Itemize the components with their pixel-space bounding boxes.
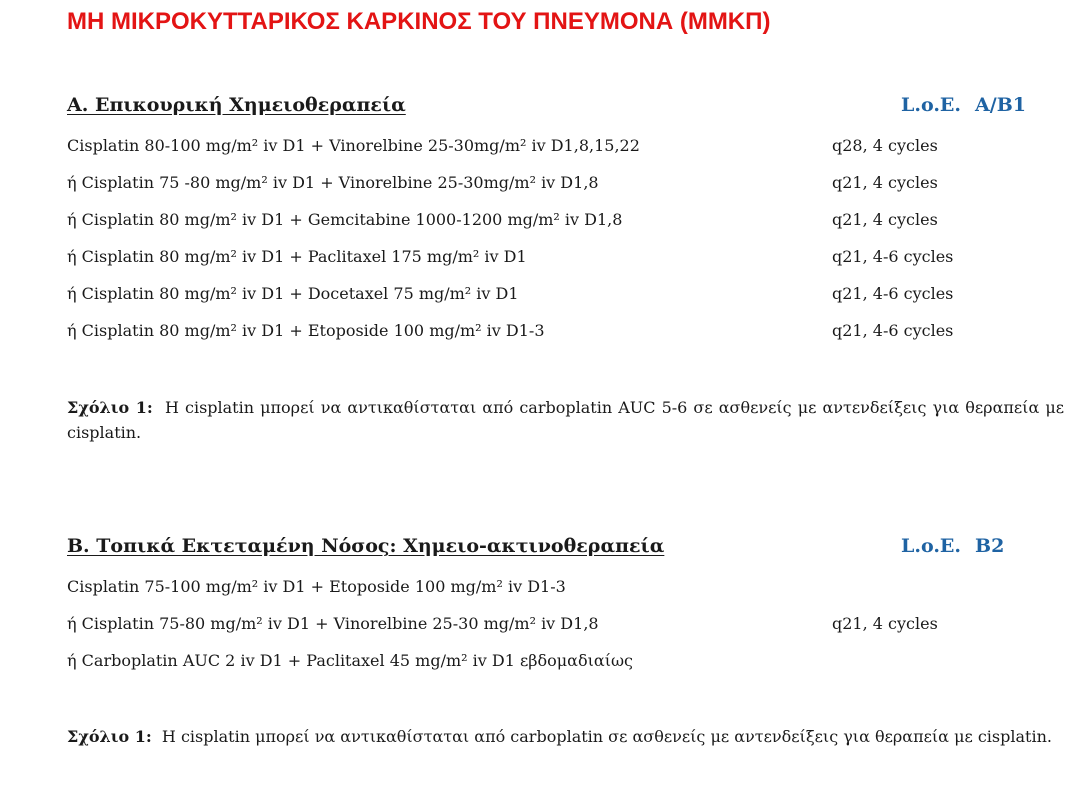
section-a-note (67, 395, 1064, 445)
regimen-text: Cisplatin 80-100 mg/m² iv D1 + Vinorelbine 25-30mg/m² iv D1,8,15,22 (67, 136, 640, 155)
regimen-text: ή Cisplatin 75 -80 mg/m² iv D1 + Vinorelbine 25-30mg/m² iv D1,8 (67, 173, 599, 192)
schedule-text: q21, 4-6 cycles (832, 284, 954, 303)
schedule-text: q21, 4-6 cycles (832, 321, 954, 340)
schedule-text: q21, 4-6 cycles (832, 247, 954, 266)
schedule-text: q21, 4 cycles (832, 210, 938, 229)
section-a-loe-value: A/B1 (975, 94, 1026, 116)
regimen-text: ή Cisplatin 75-80 mg/m² iv D1 + Vinorelbine 25-30 mg/m² iv D1,8 (67, 614, 599, 633)
section-b-loe-label: L.o.E. (901, 535, 962, 557)
section-a-heading: Α. Επικουρική Χημειοθεραπεία (67, 94, 406, 116)
section-b-note (67, 724, 1064, 749)
section-a-loe-label: L.o.E. (901, 94, 962, 116)
schedule-text: q21, 4 cycles (832, 614, 938, 633)
regimen-text: ή Cisplatin 80 mg/m² iv D1 + Paclitaxel 175 mg/m² iv D1 (67, 247, 527, 266)
schedule-text: q28, 4 cycles (832, 136, 938, 155)
regimen-text: ή Cisplatin 80 mg/m² iv D1 + Docetaxel 75 mg/m² iv D1 (67, 284, 519, 303)
regimen-text: ή Carboplatin AUC 2 iv D1 + Paclitaxel 45 mg/m² iv D1 εβδομαδιαίως (67, 651, 633, 670)
note-text: Η cisplatin μπορεί να αντικαθίσταται από carboplatin AUC 5-6 σε ασθενείς με αντενδείξεις για θεραπεία με cisplatin. (67, 398, 1065, 442)
note-label: Σχόλιο 1: (67, 727, 152, 746)
section-b-loe-value: B2 (975, 535, 1005, 557)
regimen-text: Cisplatin 75-100 mg/m² iv D1 + Etoposide 100 mg/m² iv D1-3 (67, 577, 566, 596)
note-text: Η cisplatin μπορεί να αντικαθίσταται από carboplatin σε ασθενείς με αντενδείξεις για θεραπεία με cisplatin. (161, 727, 1052, 746)
section-b-heading: Β. Τοπικά Εκτεταμένη Νόσος: Χημειο-ακτινοθεραπεία (67, 535, 665, 557)
section-a-loe (901, 94, 1026, 116)
regimen-text: ή Cisplatin 80 mg/m² iv D1 + Gemcitabine 1000-1200 mg/m² iv D1,8 (67, 210, 623, 229)
section-b-loe (901, 535, 1004, 557)
page-title: ΜΗ ΜΙΚΡΟΚΥΤΤΑΡΙΚΟΣ ΚΑΡΚΙΝΟΣ ΤΟΥ ΠΝΕΥΜΟΝΑ (ΜΜΚΠ) (67, 8, 771, 35)
note-label: Σχόλιο 1: (67, 398, 153, 417)
regimen-text: ή Cisplatin 80 mg/m² iv D1 + Etoposide 100 mg/m² iv D1-3 (67, 321, 545, 340)
schedule-text: q21, 4 cycles (832, 173, 938, 192)
